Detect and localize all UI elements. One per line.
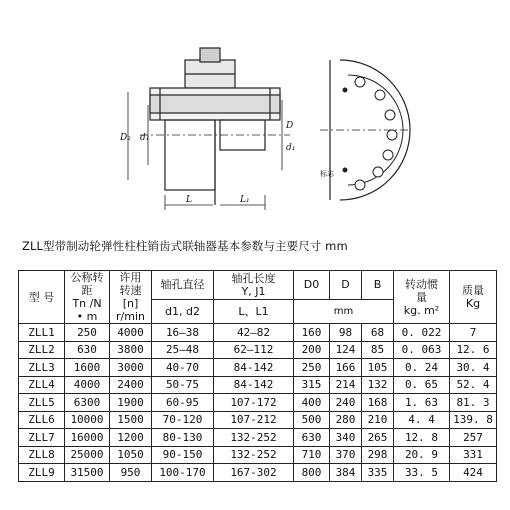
spec-table-body <box>19 324 497 482</box>
table-row <box>19 324 497 342</box>
cell-mass: 424 <box>450 464 497 482</box>
cell-dia: 100-170 <box>152 464 214 482</box>
cell-speed: 2400 <box>110 376 152 394</box>
cell-model: ZLL9 <box>19 464 65 482</box>
cell-torque: 16000 <box>65 429 110 447</box>
header-speed: 许用 转速 [n] r/min <box>110 271 152 324</box>
cell-d: 214 <box>330 376 362 394</box>
table-row <box>19 429 497 447</box>
cell-d0: 500 <box>294 411 330 429</box>
header-torque: 公称转 距 Tn /N • m <box>65 271 110 324</box>
cell-dia: 50-75 <box>152 376 214 394</box>
cell-len: 42—82 <box>214 324 294 342</box>
cell-mass: 257 <box>450 429 497 447</box>
cell-speed: 950 <box>110 464 152 482</box>
cell-mass: 12. 6 <box>450 341 497 359</box>
cell-model: ZLL1 <box>19 324 65 342</box>
cell-mass: 139. 8 <box>450 411 497 429</box>
cell-mass: 331 <box>450 446 497 464</box>
header-unit-mm: mm <box>294 299 394 323</box>
cell-len: 107-172 <box>214 394 294 412</box>
cell-speed: 4000 <box>110 324 152 342</box>
cell-len: 107-212 <box>214 411 294 429</box>
header-b: B <box>362 271 394 300</box>
cell-dia: 80-130 <box>152 429 214 447</box>
cell-b: 210 <box>362 411 394 429</box>
table-row <box>19 341 497 359</box>
cell-d0: 250 <box>294 359 330 377</box>
cell-model: ZLL4 <box>19 376 65 394</box>
cell-d: 240 <box>330 394 362 412</box>
cell-speed: 1200 <box>110 429 152 447</box>
cell-dia: 25—48 <box>152 341 214 359</box>
cell-mass: 7 <box>450 324 497 342</box>
table-caption: ZLL型带制动轮弹性柱柱销齿式联轴器基本参数与主要尺寸 mm <box>22 239 348 253</box>
label-d1: d₁ <box>140 133 150 143</box>
cell-torque: 630 <box>65 341 110 359</box>
cell-speed: 1050 <box>110 446 152 464</box>
cell-torque: 6300 <box>65 394 110 412</box>
label-L1: L₁ <box>240 195 250 205</box>
cell-mass: 81. 3 <box>450 394 497 412</box>
cell-d0: 630 <box>294 429 330 447</box>
cell-b: 85 <box>362 341 394 359</box>
label-marker: 标志 <box>320 170 334 178</box>
label-D2: D₂ <box>120 133 131 143</box>
spec-table <box>18 270 497 482</box>
label-D: D <box>286 121 294 131</box>
cell-torque: 4000 <box>65 376 110 394</box>
cell-d: 98 <box>330 324 362 342</box>
cell-d: 124 <box>330 341 362 359</box>
header-d0: D0 <box>294 271 330 300</box>
cell-torque: 31500 <box>65 464 110 482</box>
cell-d: 280 <box>330 411 362 429</box>
cell-b: 265 <box>362 429 394 447</box>
cell-inertia: 33. 5 <box>394 464 450 482</box>
cell-d: 340 <box>330 429 362 447</box>
label-L: L <box>186 195 192 205</box>
cell-dia: 40-70 <box>152 359 214 377</box>
cell-model: ZLL6 <box>19 411 65 429</box>
cell-len: 84-142 <box>214 376 294 394</box>
cell-dia: 16—38 <box>152 324 214 342</box>
header-inertia: 转动惯 量 kg. m² <box>394 271 450 324</box>
label-d1-right: d₁ <box>286 143 296 153</box>
table-row <box>19 394 497 412</box>
cell-inertia: 0. 063 <box>394 341 450 359</box>
cell-inertia: 0. 24 <box>394 359 450 377</box>
table-row <box>19 464 497 482</box>
cell-mass: 52. 4 <box>450 376 497 394</box>
cell-speed: 3000 <box>110 359 152 377</box>
cell-len: 84-142 <box>214 359 294 377</box>
cell-b: 105 <box>362 359 394 377</box>
cell-torque: 25000 <box>65 446 110 464</box>
cell-len: 132-252 <box>214 446 294 464</box>
cell-d0: 710 <box>294 446 330 464</box>
table-row <box>19 376 497 394</box>
cell-inertia: 12. 8 <box>394 429 450 447</box>
cell-speed: 3800 <box>110 341 152 359</box>
cell-b: 168 <box>362 394 394 412</box>
header-d: D <box>330 271 362 300</box>
cell-d0: 315 <box>294 376 330 394</box>
header-bore-length-sub: L、L1 <box>214 299 294 323</box>
cell-len: 132-252 <box>214 429 294 447</box>
table-row <box>19 411 497 429</box>
cell-inertia: 0. 022 <box>394 324 450 342</box>
cell-torque: 1600 <box>65 359 110 377</box>
cell-b: 335 <box>362 464 394 482</box>
cell-model: ZLL7 <box>19 429 65 447</box>
cell-dia: 60-95 <box>152 394 214 412</box>
cell-torque: 10000 <box>65 411 110 429</box>
cell-model: ZLL2 <box>19 341 65 359</box>
cell-d: 384 <box>330 464 362 482</box>
cell-b: 132 <box>362 376 394 394</box>
header-bore-length: 轴孔长度 Y, J1 <box>214 271 294 300</box>
cell-speed: 1900 <box>110 394 152 412</box>
cell-mass: 30. 4 <box>450 359 497 377</box>
table-row <box>19 359 497 377</box>
cell-speed: 1500 <box>110 411 152 429</box>
cell-d: 370 <box>330 446 362 464</box>
cell-dia: 70-120 <box>152 411 214 429</box>
cell-d0: 160 <box>294 324 330 342</box>
cell-dia: 90-150 <box>152 446 214 464</box>
cell-inertia: 4. 4 <box>394 411 450 429</box>
cell-inertia: 0. 65 <box>394 376 450 394</box>
cell-d: 166 <box>330 359 362 377</box>
header-model: 型 号 <box>19 271 65 324</box>
cell-d0: 400 <box>294 394 330 412</box>
cell-inertia: 20. 9 <box>394 446 450 464</box>
coupling-drawing <box>0 0 510 228</box>
cell-len: 167-302 <box>214 464 294 482</box>
cell-inertia: 1. 63 <box>394 394 450 412</box>
header-bore-diameter-sub: d1, d2 <box>152 299 214 323</box>
table-row <box>19 446 497 464</box>
cell-model: ZLL8 <box>19 446 65 464</box>
cell-model: ZLL5 <box>19 394 65 412</box>
cell-model: ZLL3 <box>19 359 65 377</box>
header-bore-diameter: 轴孔直径 <box>152 271 214 300</box>
cell-d0: 800 <box>294 464 330 482</box>
cell-len: 62—112 <box>214 341 294 359</box>
cell-torque: 250 <box>65 324 110 342</box>
cell-b: 298 <box>362 446 394 464</box>
cell-b: 68 <box>362 324 394 342</box>
header-mass: 质量 Kg <box>450 271 497 324</box>
cell-d0: 200 <box>294 341 330 359</box>
